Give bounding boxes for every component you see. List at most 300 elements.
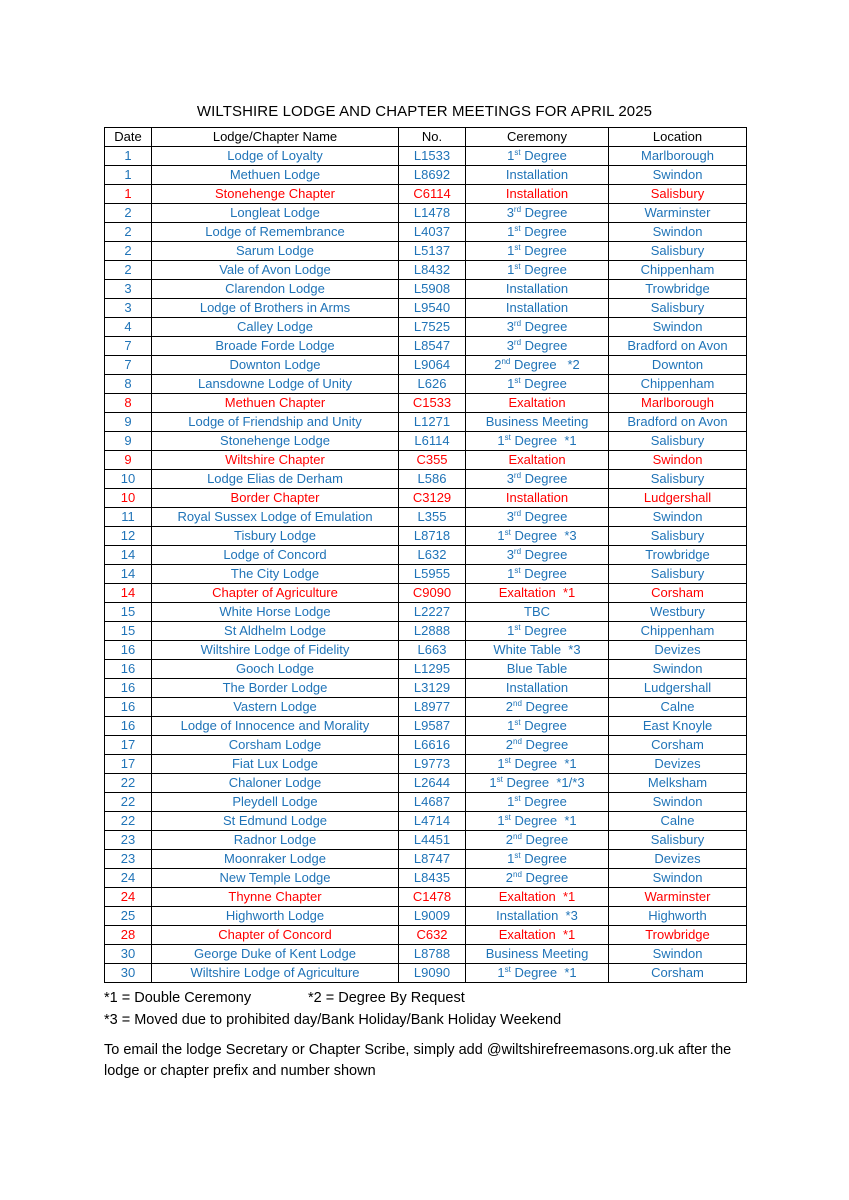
ceremony-ordinal-suffix: st [514, 718, 521, 727]
cell-date: 15 [105, 603, 152, 622]
cell-name: The City Lodge [152, 565, 399, 584]
cell-number: L1533 [399, 147, 466, 166]
table-row [105, 242, 747, 261]
cell-name: St Aldhelm Lodge [152, 622, 399, 641]
cell-number: L4687 [399, 793, 466, 812]
cell-number: L1295 [399, 660, 466, 679]
cell-ceremony [466, 508, 609, 527]
ceremony-ordinal: 3 [506, 205, 514, 220]
ceremony-text: Exaltation *1 [498, 889, 576, 904]
cell-ceremony [466, 964, 609, 983]
cell-name: Chapter of Concord [152, 926, 399, 945]
cell-number: L9090 [399, 964, 466, 983]
cell-number: L2227 [399, 603, 466, 622]
cell-date: 16 [105, 641, 152, 660]
cell-number: L355 [399, 508, 466, 527]
ceremony-text: TBC [524, 604, 550, 619]
cell-location: Salisbury [609, 565, 747, 584]
cell-location: Chippenham [609, 261, 747, 280]
ceremony-ordinal-suffix: nd [513, 699, 522, 708]
cell-location: Warminster [609, 888, 747, 907]
table-row [105, 299, 747, 318]
cell-date: 17 [105, 736, 152, 755]
ceremony-ordinal-suffix: st [504, 965, 511, 974]
cell-number: L8747 [399, 850, 466, 869]
cell-date: 23 [105, 831, 152, 850]
table-row [105, 793, 747, 812]
cell-location: Salisbury [609, 831, 747, 850]
cell-location: Corsham [609, 584, 747, 603]
cell-name: Highworth Lodge [152, 907, 399, 926]
cell-number: L9064 [399, 356, 466, 375]
cell-date: 16 [105, 717, 152, 736]
table-row [105, 470, 747, 489]
cell-location: Bradford on Avon [609, 337, 747, 356]
cell-name: Methuen Chapter [152, 394, 399, 413]
meetings-table [104, 127, 747, 983]
cell-number: L586 [399, 470, 466, 489]
table-row [105, 546, 747, 565]
cell-date: 9 [105, 413, 152, 432]
ceremony-ordinal: 1 [497, 528, 505, 543]
cell-number: L8432 [399, 261, 466, 280]
ceremony-text: Degree [521, 338, 568, 353]
ceremony-ordinal: 1 [507, 566, 515, 581]
cell-ceremony [466, 603, 609, 622]
cell-name: Chapter of Agriculture [152, 584, 399, 603]
cell-location: Ludgershall [609, 489, 747, 508]
cell-ceremony [466, 299, 609, 318]
ceremony-ordinal-suffix: st [514, 224, 521, 233]
table-row [105, 698, 747, 717]
cell-date: 22 [105, 793, 152, 812]
footnote-1: *1 = Double Ceremony [104, 990, 252, 1006]
cell-number: L1271 [399, 413, 466, 432]
cell-ceremony [466, 755, 609, 774]
ceremony-text: Installation [505, 186, 569, 201]
table-row [105, 489, 747, 508]
cell-ceremony [466, 166, 609, 185]
cell-number: C1533 [399, 394, 466, 413]
cell-ceremony [466, 641, 609, 660]
cell-date: 1 [105, 147, 152, 166]
cell-name: Vale of Avon Lodge [152, 261, 399, 280]
ceremony-ordinal: 2 [505, 699, 514, 714]
table-body [105, 147, 747, 983]
ceremony-text: Degree *1 [510, 965, 577, 980]
cell-location: Calne [609, 812, 747, 831]
table-row [105, 166, 747, 185]
cell-name: Lodge Elias de Derham [152, 470, 399, 489]
ceremony-ordinal: 3 [506, 547, 514, 562]
ceremony-ordinal: 1 [507, 224, 515, 239]
table-row [105, 318, 747, 337]
table-row [105, 641, 747, 660]
cell-date: 24 [105, 869, 152, 888]
cell-location: Swindon [609, 451, 747, 470]
cell-name: Sarum Lodge [152, 242, 399, 261]
cell-name: Broade Forde Lodge [152, 337, 399, 356]
cell-date: 8 [105, 375, 152, 394]
cell-number: L8692 [399, 166, 466, 185]
footnotes [104, 987, 561, 1031]
ceremony-text: Degree [520, 262, 567, 277]
cell-number: L8977 [399, 698, 466, 717]
cell-ceremony [466, 356, 609, 375]
cell-number: L8788 [399, 945, 466, 964]
cell-ceremony [466, 527, 609, 546]
ceremony-text: Degree [521, 870, 569, 885]
cell-number: L7525 [399, 318, 466, 337]
table-row [105, 679, 747, 698]
cell-name: Moonraker Lodge [152, 850, 399, 869]
cell-number: C6114 [399, 185, 466, 204]
page-title: WILTSHIRE LODGE AND CHAPTER MEETINGS FOR APRIL 2025 [196, 103, 653, 120]
cell-date: 24 [105, 888, 152, 907]
ceremony-ordinal-suffix: st [504, 528, 511, 537]
cell-ceremony [466, 736, 609, 755]
cell-location: Swindon [609, 166, 747, 185]
cell-ceremony [466, 831, 609, 850]
cell-location: Swindon [609, 318, 747, 337]
table-row [105, 603, 747, 622]
cell-ceremony [466, 223, 609, 242]
ceremony-text: Degree [521, 832, 569, 847]
cell-ceremony [466, 660, 609, 679]
ceremony-text: Degree [521, 319, 568, 334]
ceremony-ordinal: 3 [506, 471, 514, 486]
cell-ceremony [466, 793, 609, 812]
cell-ceremony [466, 926, 609, 945]
table-row [105, 565, 747, 584]
ceremony-ordinal-suffix: st [514, 794, 521, 803]
cell-location: Downton [609, 356, 747, 375]
cell-date: 16 [105, 679, 152, 698]
table-row [105, 888, 747, 907]
ceremony-text: Installation *3 [496, 908, 578, 923]
cell-location: Devizes [609, 755, 747, 774]
cell-ceremony [466, 622, 609, 641]
cell-number: L4451 [399, 831, 466, 850]
cell-name: Methuen Lodge [152, 166, 399, 185]
ceremony-text: Degree [521, 205, 568, 220]
cell-number: C3129 [399, 489, 466, 508]
cell-number: C632 [399, 926, 466, 945]
cell-name: Lodge of Brothers in Arms [152, 299, 399, 318]
ceremony-ordinal-suffix: rd [513, 471, 522, 480]
cell-number: L3129 [399, 679, 466, 698]
cell-ceremony [466, 185, 609, 204]
cell-ceremony [466, 945, 609, 964]
table-row [105, 831, 747, 850]
cell-name: The Border Lodge [152, 679, 399, 698]
ceremony-text: Installation [505, 300, 569, 315]
ceremony-text: Degree *1 [510, 813, 577, 828]
cell-number: L9540 [399, 299, 466, 318]
cell-name: George Duke of Kent Lodge [152, 945, 399, 964]
cell-location: Swindon [609, 869, 747, 888]
cell-ceremony [466, 261, 609, 280]
cell-date: 16 [105, 698, 152, 717]
cell-location: Marlborough [609, 147, 747, 166]
cell-date: 1 [105, 185, 152, 204]
table-row [105, 736, 747, 755]
cell-location: Westbury [609, 603, 747, 622]
table-row [105, 812, 747, 831]
cell-name: Lodge of Loyalty [152, 147, 399, 166]
table-row [105, 337, 747, 356]
cell-name: Lodge of Innocence and Morality [152, 717, 399, 736]
cell-ceremony [466, 850, 609, 869]
ceremony-ordinal: 1 [507, 376, 515, 391]
cell-ceremony [466, 698, 609, 717]
cell-date: 30 [105, 964, 152, 983]
ceremony-ordinal-suffix: st [514, 376, 521, 385]
header-name: Lodge/Chapter Name [152, 128, 399, 147]
ceremony-text: Business Meeting [485, 946, 589, 961]
ceremony-ordinal: 1 [497, 965, 505, 980]
table-row [105, 584, 747, 603]
ceremony-ordinal: 1 [507, 718, 515, 733]
cell-name: Stonehenge Lodge [152, 432, 399, 451]
cell-number: L8435 [399, 869, 466, 888]
cell-name: Pleydell Lodge [152, 793, 399, 812]
ceremony-ordinal-suffix: st [514, 243, 521, 252]
cell-ceremony [466, 470, 609, 489]
ceremony-text: Blue Table [506, 661, 568, 676]
cell-date: 3 [105, 280, 152, 299]
ceremony-ordinal-suffix: st [514, 262, 521, 271]
cell-number: L5955 [399, 565, 466, 584]
cell-location: Swindon [609, 793, 747, 812]
cell-ceremony [466, 869, 609, 888]
cell-date: 15 [105, 622, 152, 641]
table-row [105, 926, 747, 945]
ceremony-ordinal-suffix: st [514, 851, 521, 860]
ceremony-ordinal: 1 [497, 756, 505, 771]
table-row [105, 964, 747, 983]
cell-location: Highworth [609, 907, 747, 926]
table-row [105, 755, 747, 774]
cell-number: L1478 [399, 204, 466, 223]
ceremony-text: Degree [520, 794, 567, 809]
cell-date: 2 [105, 223, 152, 242]
cell-name: Gooch Lodge [152, 660, 399, 679]
cell-location: Salisbury [609, 527, 747, 546]
cell-name: Lodge of Remembrance [152, 223, 399, 242]
cell-location: Marlborough [609, 394, 747, 413]
ceremony-ordinal: 1 [507, 262, 515, 277]
cell-name: Stonehenge Chapter [152, 185, 399, 204]
ceremony-text: Installation [505, 167, 569, 182]
ceremony-text: Installation [505, 680, 569, 695]
cell-date: 9 [105, 432, 152, 451]
cell-ceremony [466, 147, 609, 166]
cell-name: Vastern Lodge [152, 698, 399, 717]
ceremony-ordinal: 2 [505, 870, 514, 885]
cell-location: Corsham [609, 964, 747, 983]
cell-location: Swindon [609, 660, 747, 679]
table-row [105, 147, 747, 166]
cell-name: New Temple Lodge [152, 869, 399, 888]
ceremony-text: Installation [505, 490, 569, 505]
table-row [105, 622, 747, 641]
ceremony-ordinal: 1 [507, 794, 515, 809]
cell-name: Wiltshire Lodge of Agriculture [152, 964, 399, 983]
cell-date: 10 [105, 470, 152, 489]
cell-location: Salisbury [609, 299, 747, 318]
email-instructions: To email the lodge Secretary or Chapter Scribe, simply add @wiltshirefreemasons.org.uk after the lodge or chapter prefix and number shown [104, 1042, 732, 1079]
cell-name: Chaloner Lodge [152, 774, 399, 793]
cell-number: L2888 [399, 622, 466, 641]
cell-location: Chippenham [609, 622, 747, 641]
cell-location: Chippenham [609, 375, 747, 394]
header-ceremony: Ceremony [466, 128, 609, 147]
ceremony-text: Degree *1/*3 [502, 775, 585, 790]
ceremony-text: Degree [520, 566, 567, 581]
ceremony-text: Degree *1 [510, 433, 577, 448]
table-row [105, 223, 747, 242]
cell-location: Salisbury [609, 470, 747, 489]
ceremony-text: Degree [521, 471, 568, 486]
cell-number: L6616 [399, 736, 466, 755]
cell-location: Trowbridge [609, 926, 747, 945]
cell-ceremony [466, 432, 609, 451]
ceremony-text: Degree [520, 851, 567, 866]
ceremony-ordinal-suffix: st [514, 566, 521, 575]
cell-location: Warminster [609, 204, 747, 223]
cell-location: Salisbury [609, 242, 747, 261]
cell-ceremony [466, 774, 609, 793]
table-row [105, 508, 747, 527]
ceremony-ordinal-suffix: rd [513, 547, 522, 556]
table-row [105, 356, 747, 375]
cell-number: C1478 [399, 888, 466, 907]
ceremony-ordinal: 3 [506, 338, 514, 353]
cell-name: Lansdowne Lodge of Unity [152, 375, 399, 394]
cell-date: 1 [105, 166, 152, 185]
table-row [105, 280, 747, 299]
ceremony-ordinal: 1 [497, 433, 505, 448]
cell-name: Calley Lodge [152, 318, 399, 337]
ceremony-ordinal: 2 [494, 357, 502, 372]
ceremony-ordinal-suffix: st [504, 813, 511, 822]
cell-date: 7 [105, 356, 152, 375]
table-row [105, 432, 747, 451]
cell-name: Tisbury Lodge [152, 527, 399, 546]
cell-ceremony [466, 907, 609, 926]
cell-number: C9090 [399, 584, 466, 603]
ceremony-text: Degree [521, 699, 569, 714]
cell-date: 2 [105, 261, 152, 280]
table-row [105, 717, 747, 736]
cell-number: L5137 [399, 242, 466, 261]
cell-date: 23 [105, 850, 152, 869]
ceremony-ordinal-suffix: nd [513, 832, 522, 841]
ceremony-text: Exaltation *1 [498, 927, 576, 942]
cell-ceremony [466, 318, 609, 337]
ceremony-text: Exaltation [508, 452, 566, 467]
footnote-2: *2 = Degree By Request [308, 990, 465, 1006]
ceremony-ordinal: 2 [505, 737, 514, 752]
ceremony-text: Degree *3 [510, 528, 577, 543]
cell-location: Devizes [609, 641, 747, 660]
ceremony-text: Business Meeting [485, 414, 589, 429]
cell-date: 14 [105, 546, 152, 565]
ceremony-text: Degree [520, 148, 567, 163]
footnote-3: *3 = Moved due to prohibited day/Bank Holiday/Bank Holiday Weekend [104, 1012, 562, 1028]
cell-number: L8718 [399, 527, 466, 546]
cell-ceremony [466, 489, 609, 508]
cell-ceremony [466, 413, 609, 432]
cell-name: Border Chapter [152, 489, 399, 508]
ceremony-ordinal: 1 [507, 623, 515, 638]
cell-number: L6114 [399, 432, 466, 451]
cell-number: L2644 [399, 774, 466, 793]
table-row [105, 413, 747, 432]
cell-number: L9009 [399, 907, 466, 926]
ceremony-ordinal-suffix: rd [513, 205, 522, 214]
ceremony-ordinal-suffix: st [504, 756, 511, 765]
cell-number: L4037 [399, 223, 466, 242]
cell-location: Calne [609, 698, 747, 717]
ceremony-ordinal-suffix: rd [513, 319, 522, 328]
cell-date: 25 [105, 907, 152, 926]
ceremony-ordinal: 3 [506, 319, 514, 334]
ceremony-ordinal-suffix: st [504, 433, 511, 442]
table-row [105, 451, 747, 470]
cell-name: Downton Lodge [152, 356, 399, 375]
ceremony-text: Degree [521, 547, 568, 562]
ceremony-text: Degree *2 [510, 357, 580, 372]
cell-ceremony [466, 204, 609, 223]
ceremony-text: Degree [520, 243, 567, 258]
cell-location: Ludgershall [609, 679, 747, 698]
ceremony-ordinal: 2 [505, 832, 514, 847]
ceremony-ordinal-suffix: rd [513, 338, 522, 347]
cell-name: Lodge of Friendship and Unity [152, 413, 399, 432]
cell-date: 14 [105, 565, 152, 584]
table-row [105, 261, 747, 280]
cell-name: Corsham Lodge [152, 736, 399, 755]
cell-location: Trowbridge [609, 546, 747, 565]
cell-location: Trowbridge [609, 280, 747, 299]
cell-number: L9773 [399, 755, 466, 774]
cell-number: L632 [399, 546, 466, 565]
ceremony-ordinal-suffix: nd [513, 737, 522, 746]
ceremony-text: Degree [520, 376, 567, 391]
ceremony-ordinal: 1 [497, 813, 505, 828]
ceremony-ordinal-suffix: st [514, 623, 521, 632]
table-row [105, 527, 747, 546]
cell-date: 22 [105, 774, 152, 793]
cell-date: 3 [105, 299, 152, 318]
cell-date: 30 [105, 945, 152, 964]
cell-ceremony [466, 337, 609, 356]
cell-number: C355 [399, 451, 466, 470]
table-row [105, 375, 747, 394]
cell-date: 11 [105, 508, 152, 527]
table-header-row [105, 128, 747, 147]
cell-date: 14 [105, 584, 152, 603]
cell-ceremony [466, 812, 609, 831]
cell-location: Swindon [609, 508, 747, 527]
cell-ceremony [466, 679, 609, 698]
table-row [105, 204, 747, 223]
cell-date: 22 [105, 812, 152, 831]
cell-number: L626 [399, 375, 466, 394]
table-row [105, 869, 747, 888]
